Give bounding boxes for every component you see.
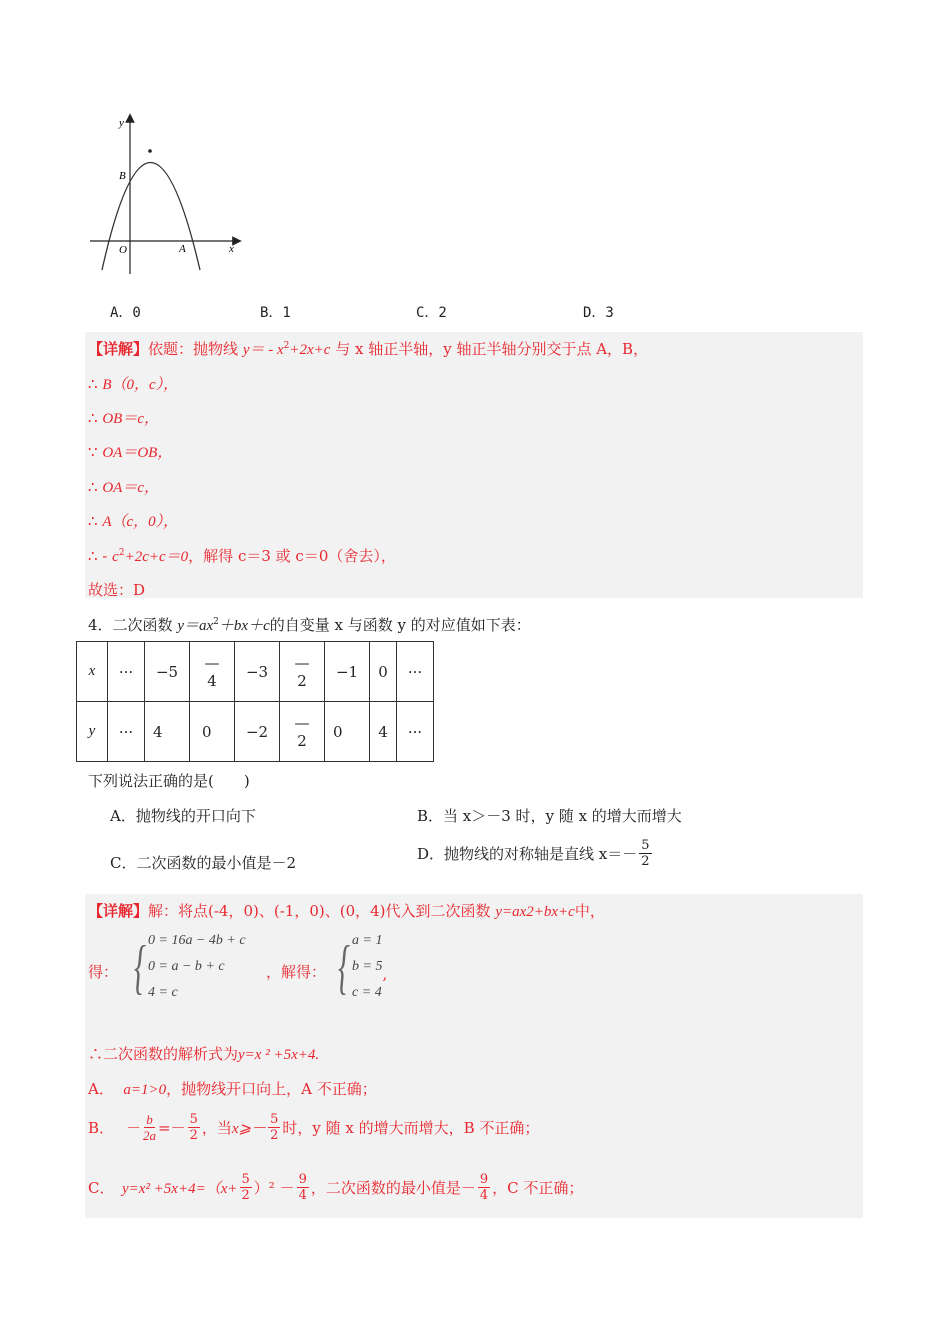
fraction	[297, 1172, 309, 1203]
question-equation: y＝ax	[177, 618, 214, 634]
denominator: 2	[241, 1188, 250, 1203]
fraction	[188, 1112, 200, 1143]
line-text: OA＝OB，	[102, 445, 173, 461]
question-4: 4．二次函数 $y=ax^2+bx+c$的自变量 x 与函数 y 的对应值如下表：	[88, 616, 531, 634]
denominator: 2	[189, 1128, 198, 1143]
table-cell: ···	[108, 642, 145, 702]
fraction	[478, 1172, 490, 1203]
text: 时，y 随 x 的增大而增大，B 不正确；	[282, 1119, 540, 1137]
table-cell: 4	[370, 702, 397, 762]
question-text: 二次函数	[112, 616, 173, 634]
table-cell: 4	[145, 702, 190, 762]
solution2-c	[88, 1172, 583, 1203]
x-axis-label: x	[229, 243, 234, 255]
solve-text: ，解得	[188, 547, 234, 565]
table-cell: 0	[370, 642, 397, 702]
expr-equation: y=x ² +5x+4.	[238, 1047, 320, 1063]
table-cell: 0	[190, 702, 235, 762]
system-row: 0 = a − b + c	[148, 959, 225, 974]
option-a: A．0	[110, 305, 141, 321]
text: =－	[158, 1119, 186, 1137]
fraction	[143, 1112, 156, 1143]
therefore-symbol: ∴	[88, 512, 98, 530]
denominator: 4	[479, 1188, 489, 1203]
solution1-line-a	[88, 510, 178, 531]
table-cell: −5	[145, 642, 190, 702]
denominator: 2	[270, 1128, 279, 1143]
solve-label: ，解得：	[266, 962, 327, 981]
line-text: OB＝c，	[102, 411, 159, 427]
fraction	[268, 1112, 280, 1143]
solution1-intro: 【详解】依题：抛物线 $y= - x^2+2x+c$ 与 x 轴正半轴，y 轴正半轴分别交于点 A，B，	[88, 340, 649, 358]
table-cell: −2	[235, 702, 280, 762]
table-cell: ···	[108, 702, 145, 762]
result-text: c＝3 或 c＝0（舍去），	[237, 547, 396, 565]
table-cell: — 2	[280, 702, 325, 762]
option-c: C．2	[416, 305, 447, 321]
numerator: 5	[189, 1112, 198, 1127]
table-cell: — 2	[280, 642, 325, 702]
option-d: D．3	[583, 305, 614, 321]
solution2-systems	[88, 928, 387, 1006]
y-axis-label: y	[119, 117, 124, 129]
numerator: 5	[241, 1172, 250, 1187]
table-cell: ···	[397, 702, 434, 762]
solution2-intro	[88, 900, 605, 921]
denominator: 4	[298, 1188, 307, 1203]
denominator: 2	[641, 854, 650, 869]
label: B．	[88, 1119, 115, 1137]
numerator: 5	[270, 1112, 279, 1127]
numerator: 5	[641, 838, 650, 853]
therefore-symbol: ∴	[88, 375, 98, 393]
detail-tag: 【详解】	[88, 340, 149, 358]
fraction	[240, 1172, 252, 1203]
solution2-a	[88, 1078, 377, 1099]
comma: ,	[382, 965, 388, 983]
because-symbol: ∵	[88, 443, 98, 461]
de-label: 得：	[88, 962, 119, 981]
solution2-b: B． － $\frac{b}{2a}$ =－ $\frac{5}{2}$ ，当 x⩾－ $\frac{5}{2}$ 时，y 随 x 的增大而增大，B 不正确；	[88, 1112, 540, 1143]
parabola-graph	[85, 110, 255, 280]
table-cell: 0	[325, 702, 370, 762]
intro-text-tail: 与 x 轴正半轴，y 轴正半轴分别交于点 A，B，	[335, 340, 649, 358]
intro-text: 依题：抛物线	[148, 340, 239, 358]
detail-tag: 【详解】	[88, 902, 149, 920]
numerator: b	[146, 1112, 153, 1127]
q4-option-b: B．当 x＞－3 时，y 随 x 的增大而增大	[417, 807, 682, 825]
line-text: OA＝c，	[102, 480, 159, 496]
therefore-symbol: ∴	[88, 409, 98, 427]
text: ，C 不正确；	[492, 1179, 584, 1197]
denominator: 2a	[143, 1128, 157, 1143]
line-text: A（c，0），	[102, 514, 179, 530]
equation: a=1>0	[123, 1082, 167, 1098]
numerator: 9	[298, 1172, 307, 1187]
question-text-tail: 的自变量 x 与函数 y 的对应值如下表：	[269, 616, 531, 634]
table-cell: −1	[325, 642, 370, 702]
option-d-text: D．抛物线的对称轴是直线 x＝－	[417, 845, 638, 863]
question-equation-tail: ＋bx＋c	[218, 618, 270, 634]
label: C．	[88, 1179, 115, 1197]
solution2-expression	[88, 1043, 319, 1064]
q4-option-d	[417, 838, 654, 869]
system-row: 4 = c	[148, 985, 178, 1000]
equation-system-2: { a = 1 b = 5 c = 4	[332, 928, 382, 1006]
label: A．	[88, 1080, 114, 1098]
table-cell: −3	[235, 642, 280, 702]
solution1-line-ob	[88, 407, 159, 428]
solution1-line-solve: ∴ - $c^2+2c+c=0$，解得 c＝3 或 c＝0（舍去），	[88, 547, 396, 565]
intro-equation: y=ax2+bx+c	[495, 904, 575, 920]
table-row-y	[77, 702, 434, 762]
intro-text: 解：将点(-4，0)、(-1，0)、(0，4)代入到二次函数	[148, 902, 491, 920]
solution1-answer: 故选：D	[88, 581, 146, 599]
table-row-x	[77, 642, 434, 702]
line-text: B（0，c），	[102, 377, 179, 393]
solution1-line-oa-ob	[88, 441, 172, 462]
table-cell: x	[77, 642, 108, 702]
equation: c	[112, 549, 119, 565]
numerator: 9	[479, 1172, 489, 1187]
origin-label: O	[119, 244, 127, 256]
q4-option-c: C．二次函数的最小值是－2	[110, 854, 297, 872]
equation-system-1: { 0 = 16a − 4b + c 0 = a − b + c 4 = c	[128, 928, 246, 1006]
therefore-symbol: ∴ -	[88, 547, 108, 565]
system-row: b = 5	[352, 959, 383, 974]
intro-equation: y＝ - x	[242, 342, 284, 358]
table-cell: — 4	[190, 642, 235, 702]
equation-tail: +2c+c＝0	[124, 549, 189, 565]
system-row: 0 = 16a − 4b + c	[148, 933, 246, 948]
question-number: 4．	[88, 616, 113, 634]
therefore-symbol: ∴	[88, 478, 98, 496]
expr-text: ∴二次函数的解析式为	[88, 1045, 239, 1063]
question-prompt: 下列说法正确的是( )	[88, 772, 250, 790]
text: ，当	[201, 1119, 232, 1137]
intro-end: 中，	[574, 902, 605, 920]
option-b: B．1	[260, 305, 291, 321]
text: ，抛物线开口向上，A 不正确；	[166, 1080, 377, 1098]
equation: y=x² +5x+4=（x+	[122, 1181, 238, 1197]
text: ）² －	[253, 1179, 295, 1197]
intro-equation-tail: +2x+c	[289, 342, 331, 358]
solution1-line-oa	[88, 476, 159, 497]
solution1-line-b	[88, 373, 178, 394]
table-cell: y	[77, 702, 108, 762]
point-a-label: A	[179, 243, 186, 255]
fraction	[639, 838, 651, 869]
system-row: a = 1	[352, 933, 383, 948]
q4-option-a: A．抛物线的开口向下	[110, 807, 256, 825]
equation: x⩾－	[231, 1121, 267, 1137]
values-table	[76, 641, 434, 762]
text: ，二次函数的最小值是－	[310, 1179, 476, 1197]
point-b-label: B	[119, 170, 126, 182]
table-cell: ···	[397, 642, 434, 702]
system-row: c = 4	[352, 985, 382, 1000]
